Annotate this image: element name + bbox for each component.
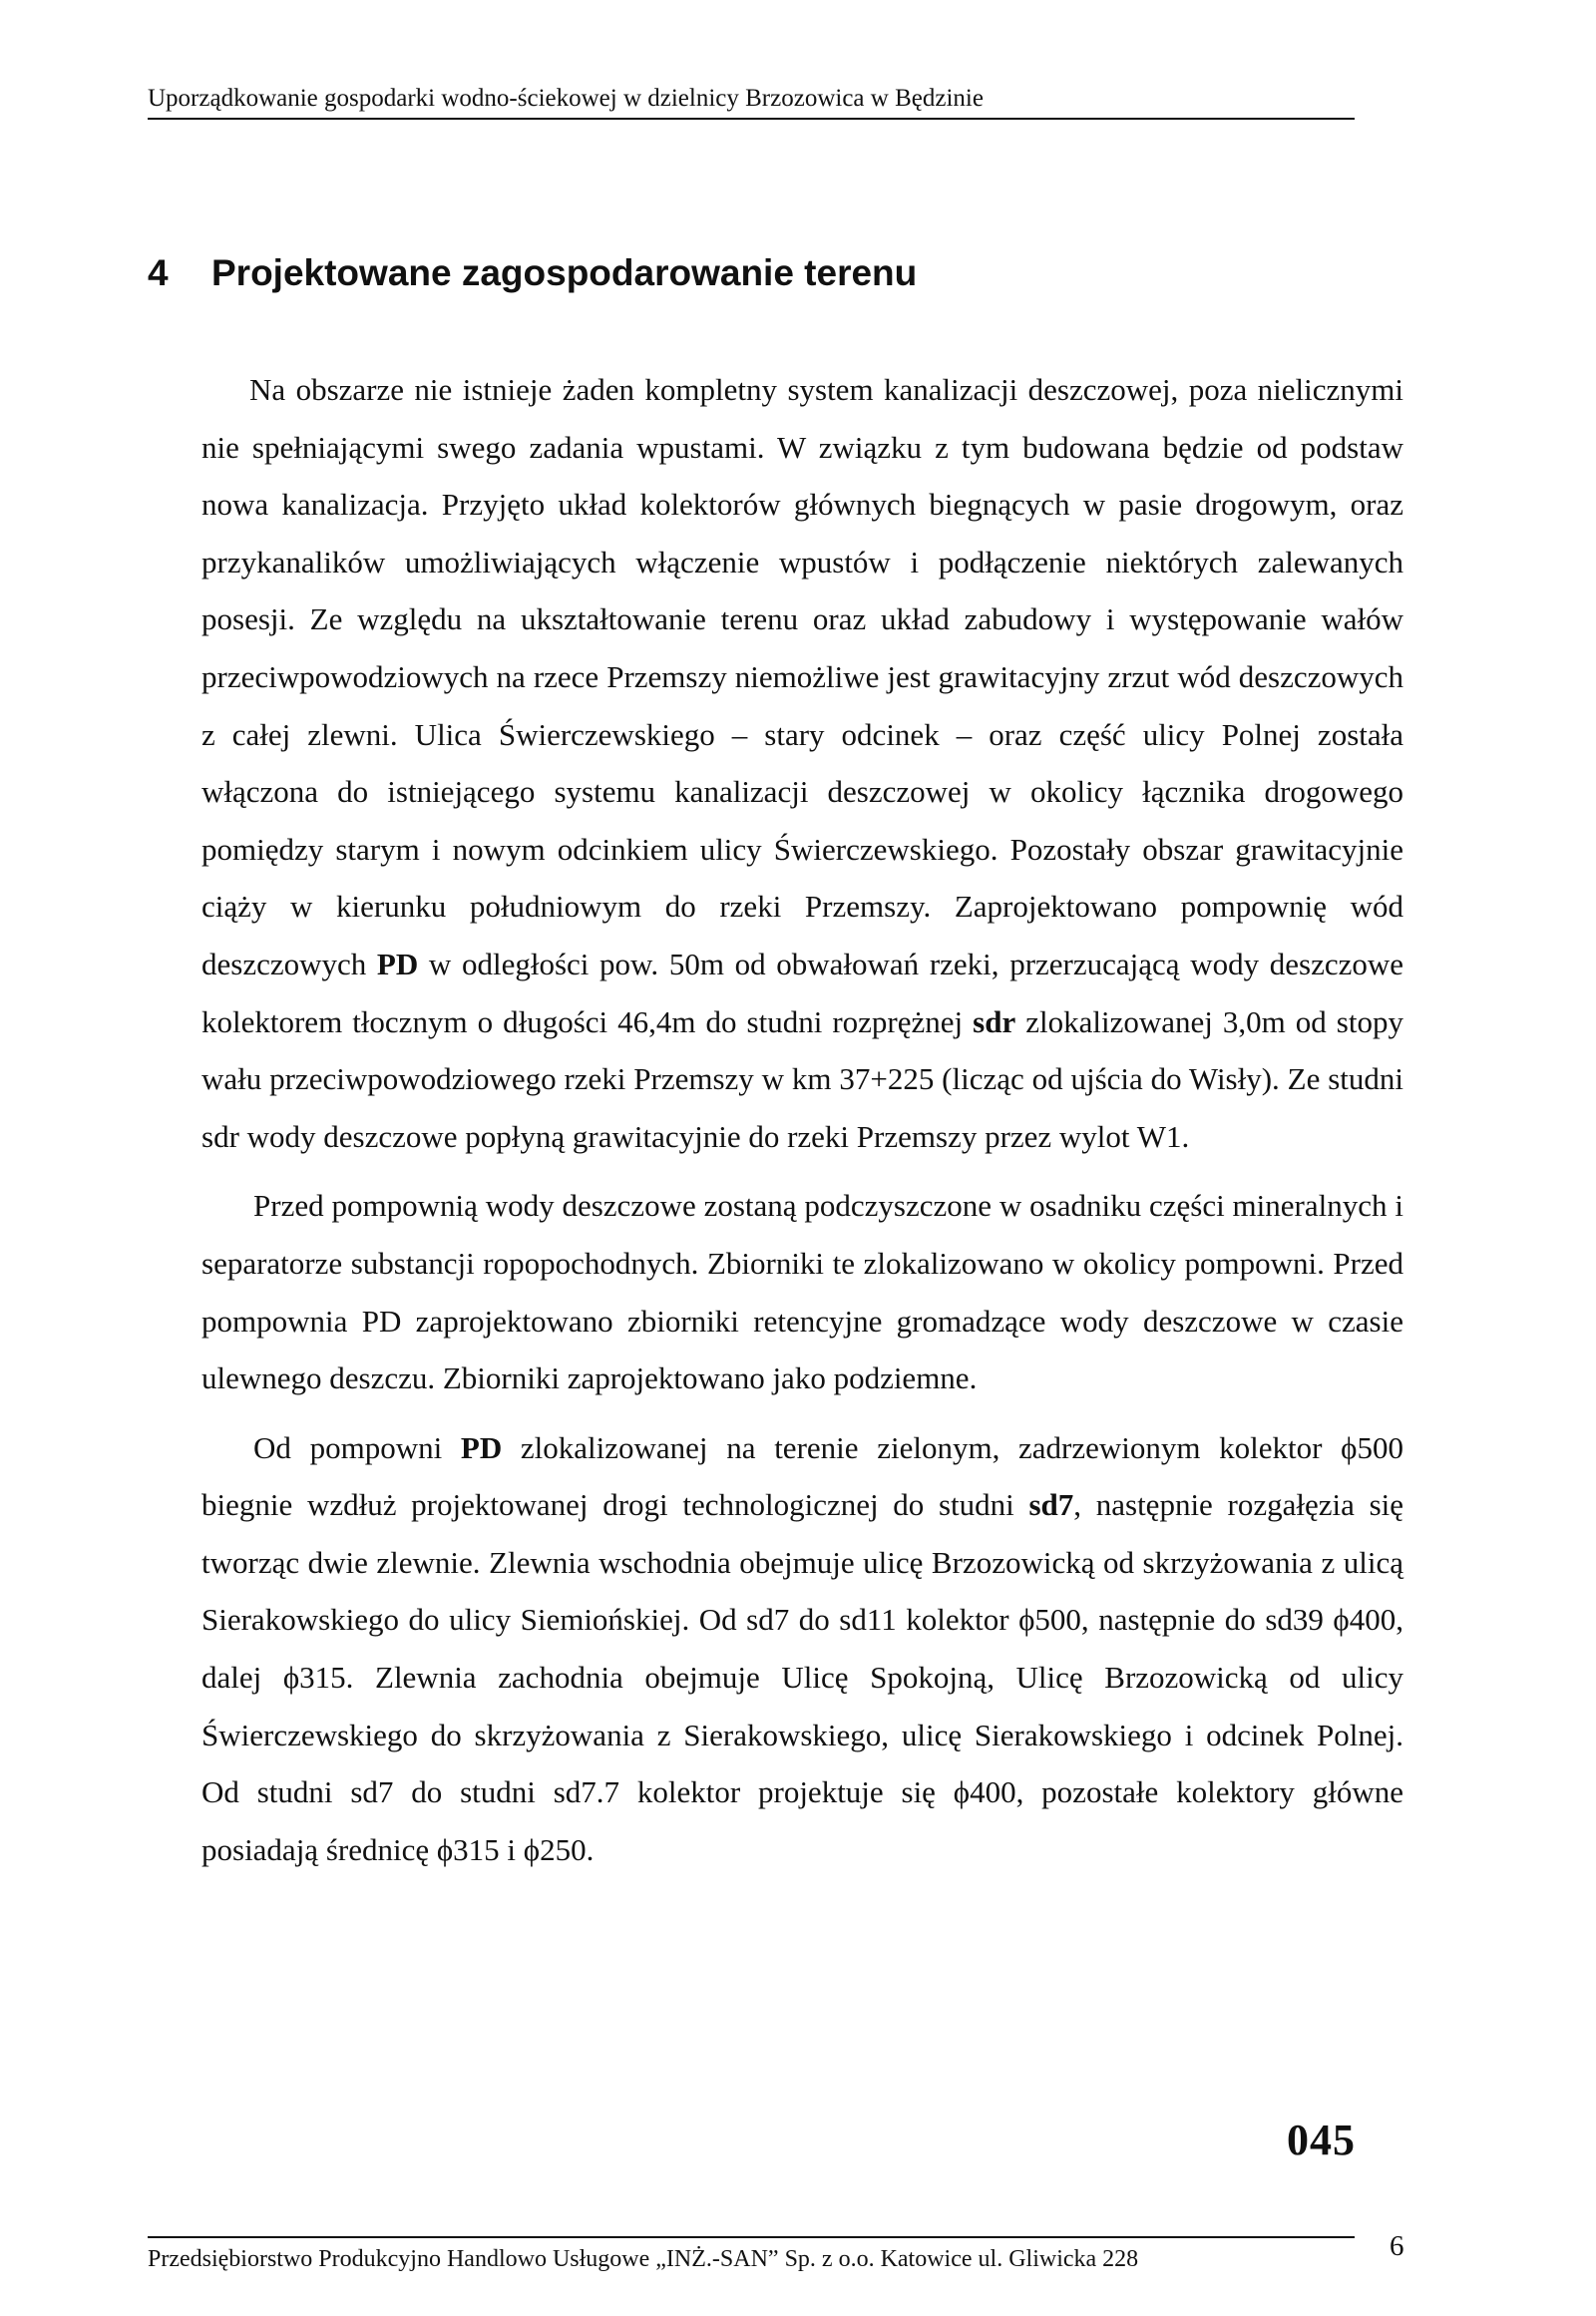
text-run: w odległości pow. 50m od obwałowań rzeki, przerzucającą wody deszczowe kolektorem tłocznym o długości 46,4m do studni rozprężnej xyxy=(201,946,1404,1039)
bold-term: PD xyxy=(460,1429,503,1465)
body-text xyxy=(201,361,1403,1890)
running-header xyxy=(148,84,1355,120)
footer-divider xyxy=(148,2236,1355,2238)
bold-term: sdr xyxy=(973,1003,1016,1039)
text-run: Przed pompownią wody deszczowe zostaną podczyszczone w osadniku części mineralnych i separatorze substancji ropopochodnych. Zbiorniki te zlokalizowano w okolicy pompowni. Przed pompownia PD zaprojektowano zbiorniki retencyjne gromadzące wody deszczowe w czasie ulewnego deszczu. Zbiorniki zaprojektowano jako podziemne. xyxy=(201,1188,1403,1396)
section-number: 4 xyxy=(148,252,169,293)
text-run: zlokalizowanej na terenie zielonym, zadrzewionym kolektor ϕ500 biegnie wzdłuż projektowanej drogi technologicznej do studni xyxy=(201,1429,1403,1523)
page-number: 6 xyxy=(1390,2230,1404,2262)
paragraph xyxy=(201,1419,1403,1879)
page-stamp: 045 xyxy=(1287,2116,1356,2164)
running-title: Uporządkowanie gospodarki wodno-ściekowej w dzielnicy Brzozowica w Będzinie xyxy=(148,85,984,112)
section-heading xyxy=(148,251,1395,295)
bold-term: sd7 xyxy=(1028,1487,1074,1523)
paragraph xyxy=(201,361,1403,1165)
text-run: Na obszarze nie istnieje żaden kompletny system kanalizacji deszczowej, poza nielicznymi nie spełniającymi swego zadania wpustami. W związku z tym budowana będzie od podstaw nowa kanalizacja. Przyjęto układ kolektorów głównych biegnących w pasie drogowym, oraz przykanalików umożliwiających włączenie wpustów i podłączenie niektórych zalewanych posesji. Ze względu na ukształtowanie terenu oraz układ zabudowy i występowanie wałów przeciwpowodziowych na rzece Przemszy niemożliwe jest grawitacyjny zrzut wód deszczowych z całej zlewni. Ulica Świerczewskiego – stary odcinek – oraz część ulicy Polnej została włączona do istniejącego systemu kanalizacji deszczowej w okolicy łącznika drogowego pomiędzy starym i nowym odcinkiem ulicy Świerczewskiego. Pozostały obszar grawitacyjnie ciąży w kierunku południowym do rzeki Przemszy. Zaprojektowano pompownię wód deszczowych xyxy=(201,372,1403,981)
footer-company: Przedsiębiorstwo Produkcyjno Handlowo Usługowe „INŻ.-SAN” Sp. z o.o. Katowice ul. Gliwicka 228 xyxy=(148,2246,1139,2272)
text-run: Od pompowni xyxy=(253,1429,461,1465)
bold-term: PD xyxy=(376,946,419,981)
text-run: zlokalizowanej 3,0m od stopy wału przeciwpowodziowego rzeki Przemszy w km 37+225 (licząc od ujścia do Wisły). Ze studni sdr wody deszczowe popłyną grawitacyjnie do rzeki Przemszy przez wylot W1. xyxy=(201,1003,1403,1154)
section-title: Projektowane zagospodarowanie terenu xyxy=(211,252,918,293)
text-run: , następnie rozgałęzia się tworząc dwie zlewnie. Zlewnia wschodnia obejmuje ulicę Brzozowicką od skrzyżowania z ulicą Sierakowskiego do ulicy Siemiońskiej. Od sd7 do sd11 kolektor ϕ500, następnie do sd39 ϕ400, dalej ϕ315. Zlewnia zachodnia obejmuje Ulicę Spokojną, Ulicę Brzozowicką od ulicy Świerczewskiego do skrzyżowania z Sierakowskiego, ulicę Sierakowskiego i odcinek Polnej. Od studni sd7 do studni sd7.7 kolektor projektuje się ϕ400, pozostałe kolektory główne posiadają średnicę ϕ315 i ϕ250. xyxy=(201,1487,1404,1867)
paragraph xyxy=(201,1177,1403,1406)
